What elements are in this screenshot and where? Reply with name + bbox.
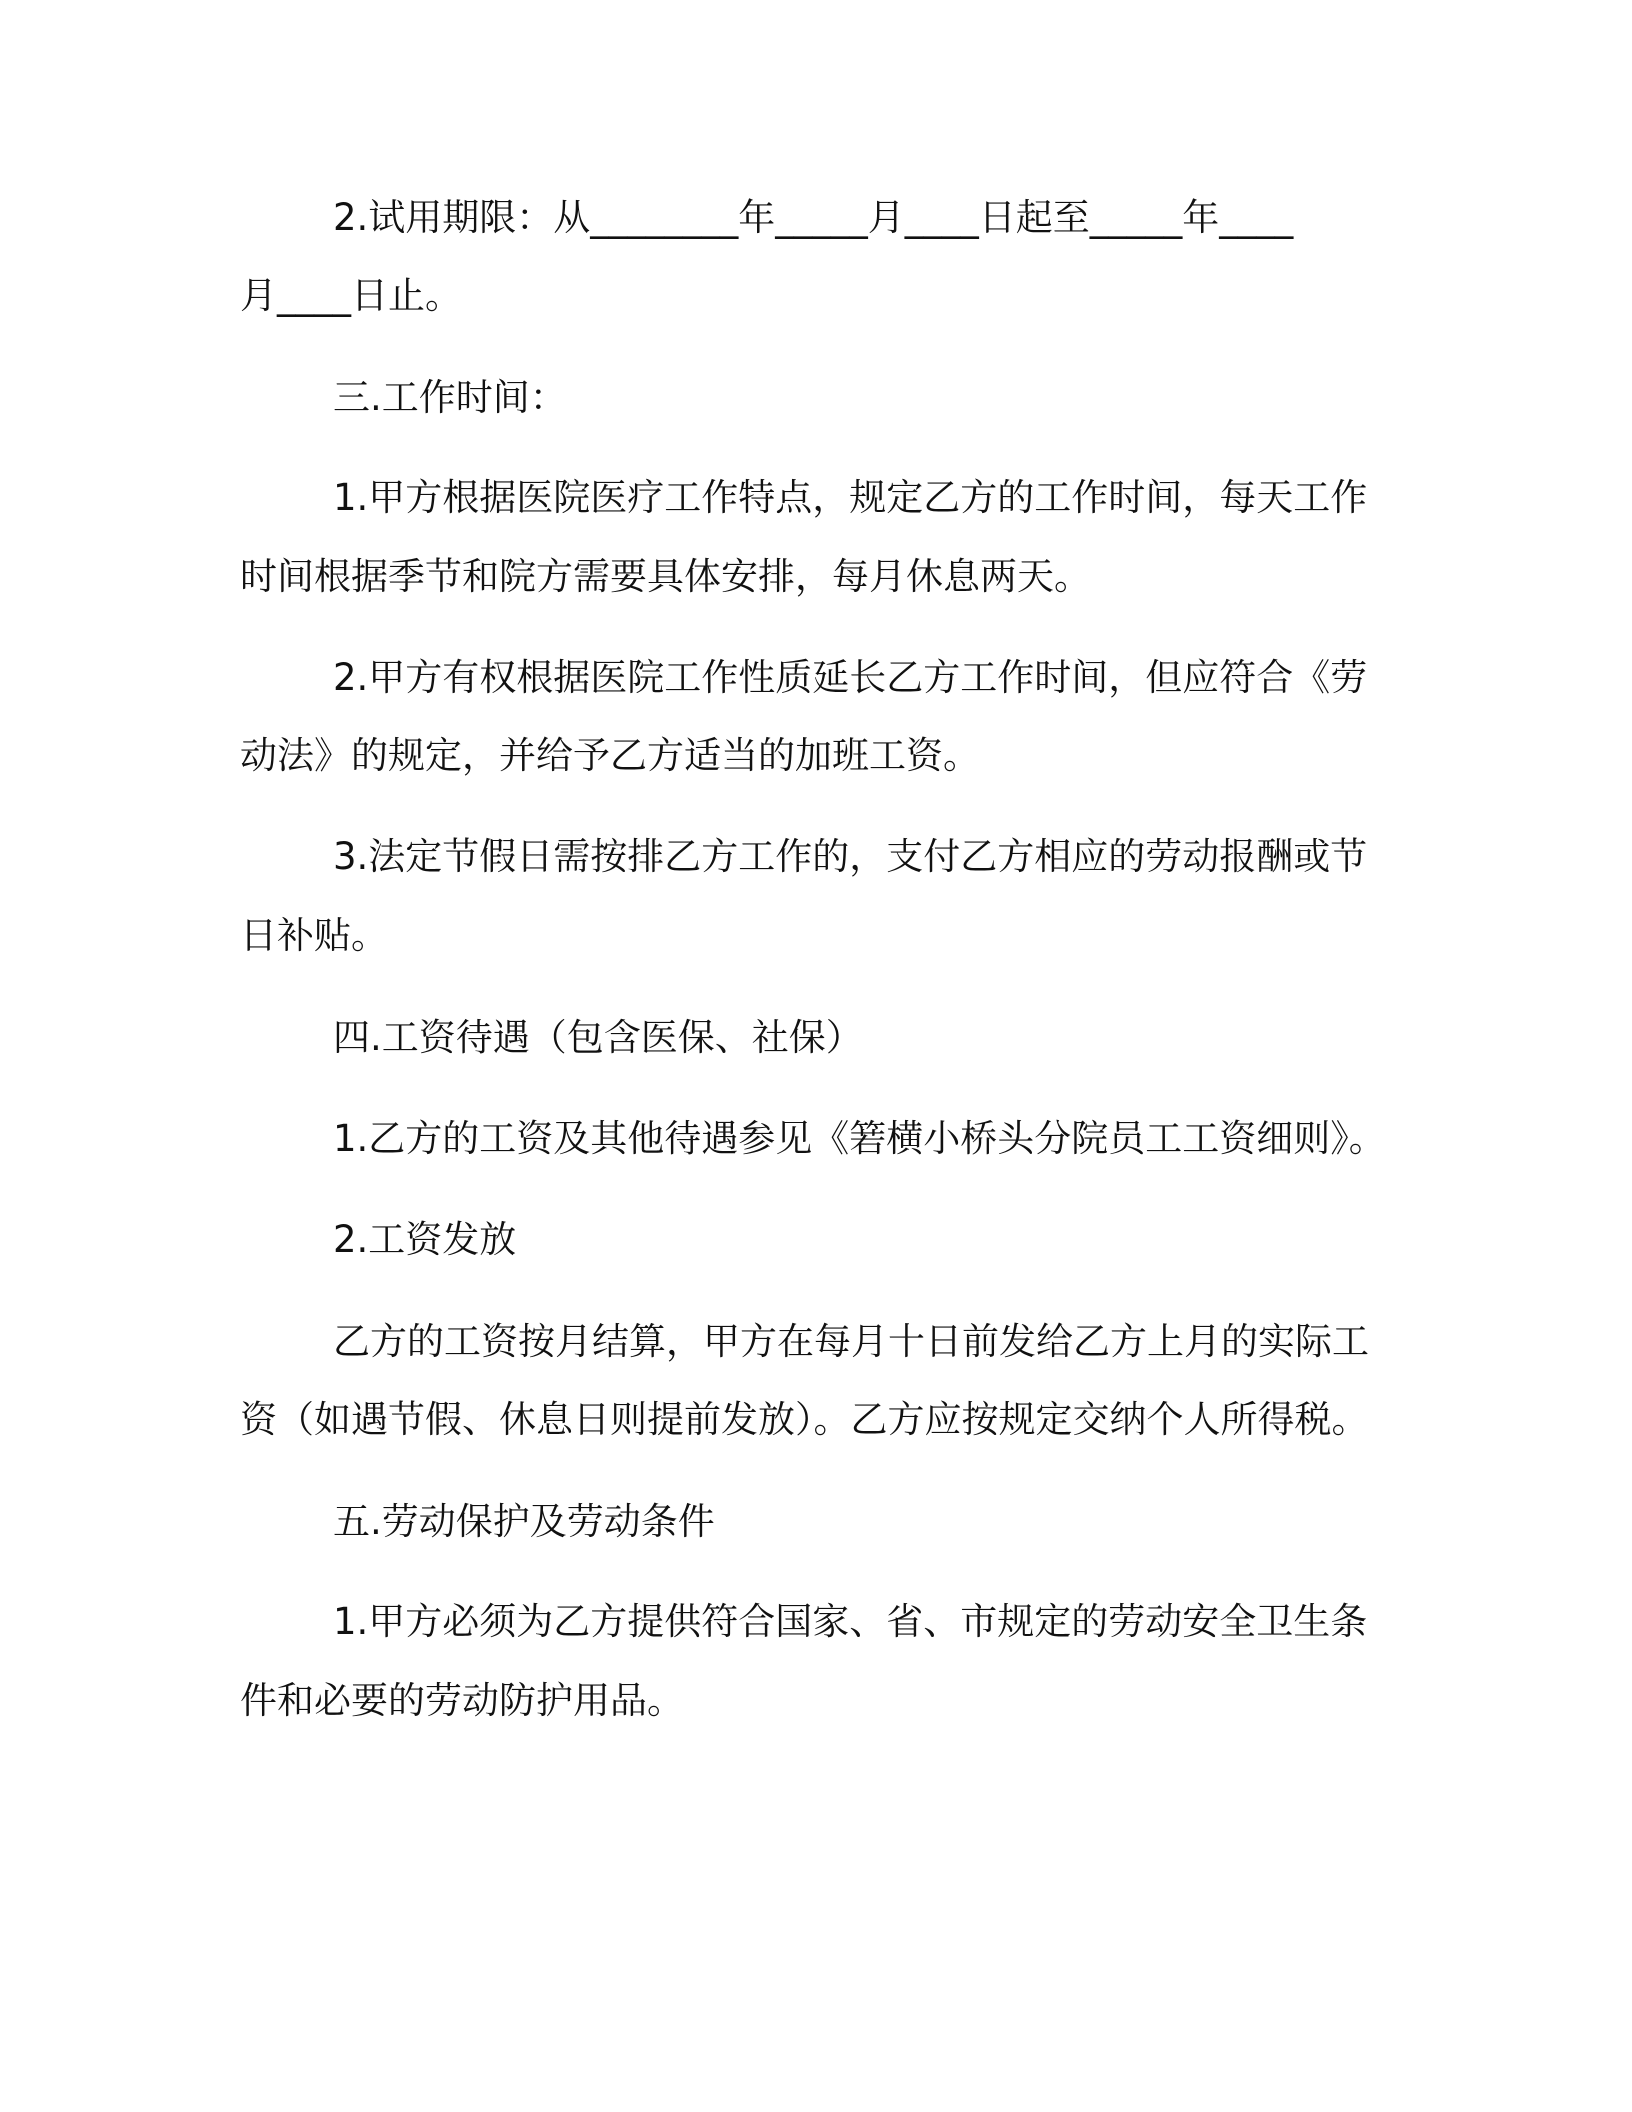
labor-protection-clause-1-line-1: 1.甲方必须为乙方提供符合国家、省、市规定的劳动安全卫生条 xyxy=(333,1600,1368,1643)
section-heading-work-time: 三.工作时间： xyxy=(333,376,567,419)
trial-period-end-line: 月____日止。 xyxy=(240,274,462,317)
work-time-clause-1-line-1: 1.甲方根据医院医疗工作特点，规定乙方的工作时间，每天工作 xyxy=(333,476,1368,519)
work-time-clause-2-line-2: 动法》的规定，并给予乙方适当的加班工资。 xyxy=(240,734,980,777)
salary-clause-1: 1.乙方的工资及其他待遇参见《箬横小桥头分院员工工资细则》。 xyxy=(333,1117,1386,1160)
salary-payment-line-1: 乙方的工资按月结算，甲方在每月十日前发给乙方上月的实际工 xyxy=(333,1320,1369,1363)
work-time-clause-3-line-1: 3.法定节假日需按排乙方工作的，支付乙方相应的劳动报酬或节 xyxy=(333,835,1368,878)
work-time-clause-1-line-2: 时间根据季节和院方需要具体安排，每月休息两天。 xyxy=(240,555,1091,598)
salary-clause-2-heading: 2.工资发放 xyxy=(333,1218,517,1261)
labor-protection-clause-1-line-2: 件和必要的劳动防护用品。 xyxy=(240,1679,684,1722)
section-heading-salary: 四.工资待遇（包含医保、社保） xyxy=(333,1016,863,1059)
work-time-clause-2-line-1: 2.甲方有权根据医院工作性质延长乙方工作时间，但应符合《劳 xyxy=(333,656,1368,699)
salary-payment-line-2: 资（如遇节假、休息日则提前发放）。乙方应按规定交纳个人所得税。 xyxy=(240,1398,1369,1441)
section-heading-labor-protection: 五.劳动保护及劳动条件 xyxy=(333,1500,715,1543)
work-time-clause-3-line-2: 日补贴。 xyxy=(240,914,388,957)
trial-period-line: 2.试用期限：从________年_____月____日起至_____年____ xyxy=(333,196,1294,239)
